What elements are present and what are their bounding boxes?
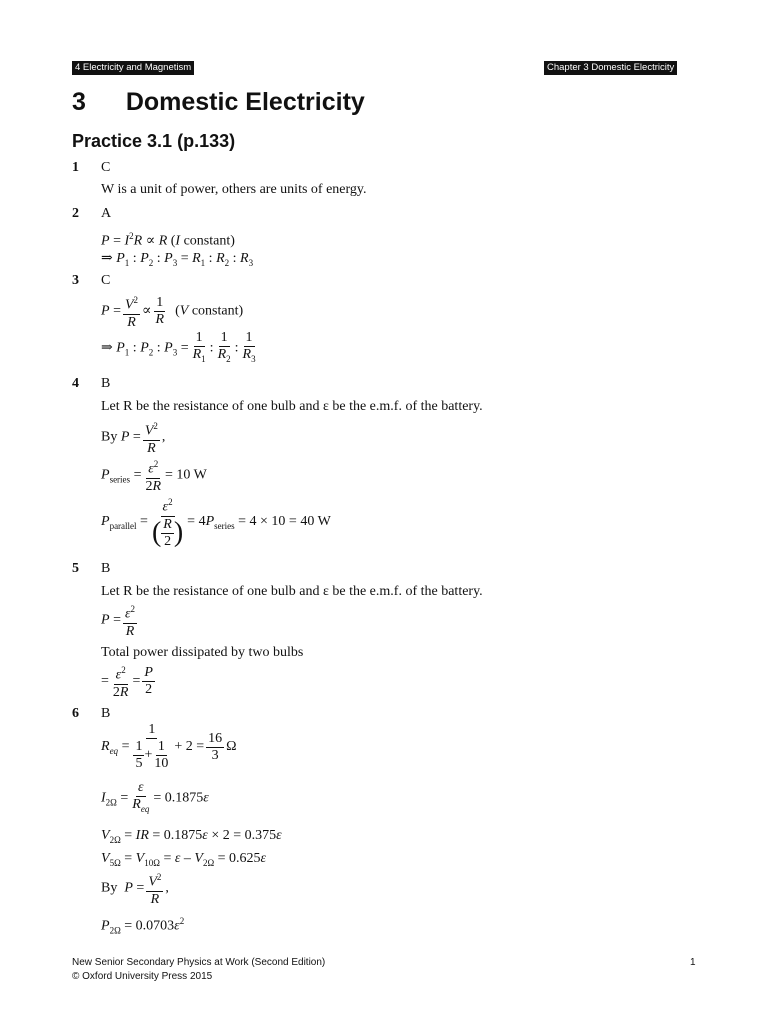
equation: ⇒ $P_1$ : $P_2$ : $P_3$ = $\frac{1}{R_1}$ : $\frac{1}{R_2}$ : $\frac{1}{R_3}$ bbox=[101, 330, 256, 364]
practice-title: Practice 3.1 (p.133) bbox=[72, 131, 236, 151]
chapter-heading bbox=[72, 88, 365, 117]
equation: $P = I^2R \propto R$ (I constant) bbox=[101, 231, 235, 249]
by-label: By bbox=[101, 880, 118, 896]
equation: By P = $\frac{V^2}{R}$ , bbox=[101, 418, 165, 457]
equation: By P = $\frac{V^2}{R}$ , bbox=[101, 869, 169, 908]
footer-copyright: © Oxford University Press 2015 bbox=[72, 971, 213, 982]
explanation: Let R be the resistance of one bulb and ε be the e.m.f. of the battery. bbox=[101, 399, 483, 414]
question-number: 5 bbox=[72, 561, 79, 576]
answer-letter: C bbox=[101, 273, 111, 288]
equation: $P_{parallel}$ = $\varepsilon^2$ ( $\frac{R}{2}$ ) = $4P_{series} = 4 \times 10 = 40$ W bbox=[101, 494, 331, 550]
equation: = $\frac{\varepsilon^2}{2R}$ = $\frac{P}{2}$ bbox=[101, 662, 157, 701]
question-number: 3 bbox=[72, 273, 79, 288]
answer-letter: B bbox=[101, 706, 111, 721]
question-number: 1 bbox=[72, 160, 79, 175]
explanation: Let R be the resistance of one bulb and ε be the e.m.f. of the battery. bbox=[101, 584, 483, 599]
equation: $P_{2\Omega} = 0.0703\varepsilon^2$ bbox=[101, 916, 185, 936]
question-number: 2 bbox=[72, 206, 79, 221]
answer-letter: A bbox=[101, 206, 112, 221]
running-header-right: Chapter 3 Domestic Electricity bbox=[544, 61, 677, 75]
explanation: Total power dissipated by two bulbs bbox=[101, 645, 304, 660]
chapter-number: 3 bbox=[72, 88, 86, 116]
answer-letter: C bbox=[101, 160, 111, 175]
chapter-title: Domestic Electricity bbox=[125, 88, 365, 116]
page-number: 1 bbox=[690, 957, 696, 968]
footer-book-title: New Senior Secondary Physics at Work (Second Edition) bbox=[72, 957, 326, 968]
running-header-left: 4 Electricity and Magnetism bbox=[72, 61, 194, 75]
question-number: 4 bbox=[72, 376, 79, 391]
by-label: By bbox=[101, 429, 118, 445]
question-number: 6 bbox=[72, 706, 79, 721]
equation: $V_{5\Omega} = V_{10\Omega} = \varepsilon - V_{2\Omega} = 0.625\varepsilon$ bbox=[101, 851, 267, 868]
equation: $R_{eq}$ = 1 $\frac{1}{5}$ + $\frac{1}{10}$ + 2 = $\frac{16}{3}$ Ω bbox=[101, 722, 237, 771]
equation: $I_{2\Omega}$ = $\frac{\varepsilon}{R_{eq}}$ = 0.1875ε bbox=[101, 780, 209, 814]
explanation: W is a unit of power, others are units of energy. bbox=[101, 182, 367, 197]
equation: P = $\frac{V^2}{R}$ ∝ $\frac{1}{R}$ (V constant) bbox=[101, 292, 243, 331]
equation: $P_{series}$ = $\frac{\varepsilon^2}{2R}$ = 10 W bbox=[101, 456, 207, 495]
answer-letter: B bbox=[101, 376, 111, 391]
equation: P = $\frac{\varepsilon^2}{R}$ bbox=[101, 601, 139, 640]
equation: ⇒ $P_1$ : $P_2$ : $P_3 = R_1$ : $R_2$ : $R_3$ bbox=[101, 251, 254, 268]
equation: $V_{2\Omega}$ = IR = 0.1875ε × 2 = 0.375ε bbox=[101, 828, 282, 845]
answer-letter: B bbox=[101, 561, 111, 576]
